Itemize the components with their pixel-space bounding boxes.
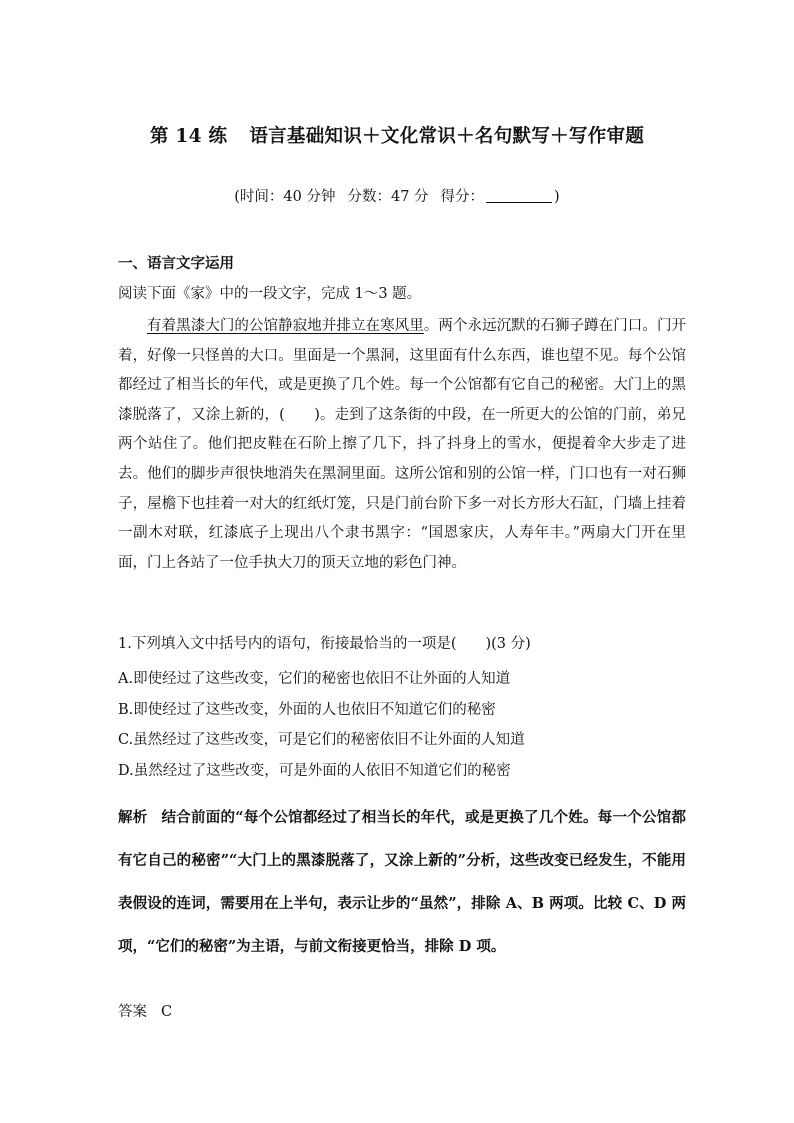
score-label: 得分： [440, 189, 485, 205]
answer-line [118, 1000, 172, 1021]
option-d: D.虽然经过了这些改变，可是外面的人依旧不知道它们的秘密 [118, 762, 511, 779]
analysis-label: 解析 [118, 809, 148, 826]
underlined-sentence: 有着黑漆大门的公馆静寂地并排立在寒风里 [147, 318, 424, 334]
answer-value: C [161, 1004, 173, 1020]
reading-instruction: 阅读下面《家》中的一段文字，完成 1～3 题。 [118, 286, 422, 302]
meta-close: ) [554, 189, 560, 205]
reading-passage [118, 312, 686, 578]
section-heading: 一、语言文字运用 [118, 255, 234, 272]
answer-label: 答案 [118, 1004, 147, 1020]
total-score: 分数：47 分 [347, 189, 429, 205]
time-limit: (时间：40 分钟 [234, 189, 336, 205]
exercise-number: 第 14 练 [149, 126, 228, 147]
question-1: 1.下列填入文中括号内的语句，衔接最恰当的一项是( )(3 分) [118, 636, 531, 652]
page-title [0, 122, 794, 148]
analysis-block [118, 796, 686, 968]
score-blank [486, 188, 552, 203]
option-a: A.即使经过了这些改变，它们的秘密也依旧不让外面的人知道 [118, 671, 511, 687]
passage-body: 。两个永远沉默的石狮子蹲在门口。门开着，好像一只怪兽的大口。里面是一个黑洞，这里面有什么东西，谁也望不见。每个公馆都经过了相当长的年代，或是更换了几个姓。每一个公馆都有它自己的秘密。大门上的黑漆脱落了，又涂上新的，( )。走到了这条街的中段，在一所更大的公馆的门前，弟兄两个站住了。他们把皮鞋在石阶上擦了几下，抖了抖身上的雪水，便提着伞大步走了进去。他们的脚步声很快地消失在黑洞里面。这所公馆和别的公馆一样，门口也有一对石狮子，屋檐下也挂着一对大的红纸灯笼，只是门前台阶下多一对长方形大石缸，门墙上挂着一副木对联，红漆底子上现出八个隶书黑字：“国恩家庆，人寿年丰。”两扇大门开在里面，门上各站了一位手执大刀的顶天立地的彩色门神。 [118, 318, 687, 571]
option-b: B.即使经过了这些改变，外面的人也依旧不知道它们的秘密 [118, 701, 496, 718]
exercise-topic: 语言基础知识＋文化常识＋名句默写＋写作审题 [249, 126, 645, 147]
exam-meta [0, 185, 794, 206]
analysis-text: 结合前面的“每个公馆都经过了相当长的年代，或是更换了几个姓。每一个公馆都有它自己的秘密”“大门上的黑漆脱落了，又涂上新的”分析，这些改变已经发生，不能用表假设的连词，需要用在上半句，表示让步的“虽然”，排除 A、B 两项。比较 C、D 两项，“它们的秘密”为主语，与前文衔接更恰当，排除 D 项。 [118, 809, 686, 955]
answer-options [118, 664, 525, 786]
option-c: C.虽然经过了这些改变，可是它们的秘密依旧不让外面的人知道 [118, 732, 525, 748]
